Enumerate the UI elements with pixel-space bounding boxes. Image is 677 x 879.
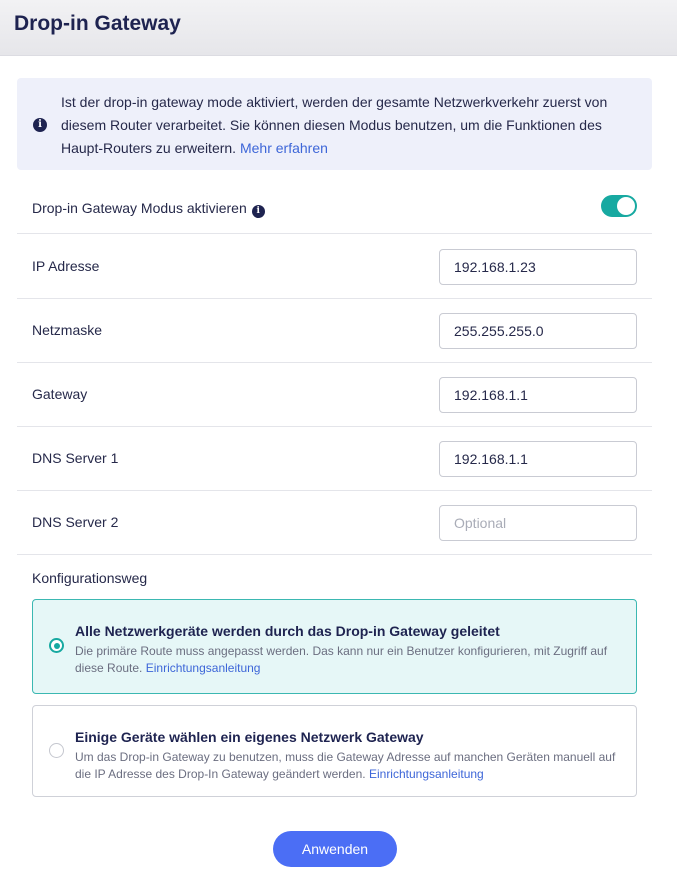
info-banner bbox=[17, 78, 652, 170]
radio-some-devices[interactable] bbox=[49, 743, 64, 758]
info-icon: i bbox=[33, 118, 47, 132]
drop-in-mode-label-text: Drop-in Gateway Modus aktivieren bbox=[32, 200, 247, 216]
toggle-knob bbox=[617, 197, 635, 215]
help-icon[interactable]: i bbox=[252, 205, 265, 218]
option-all-devices-desc bbox=[75, 643, 625, 676]
option-all-devices-desc-text: Die primäre Route muss angepasst werden. Das kann nur ein Benutzer konfigurieren, mit Zugriff auf diese Route. bbox=[75, 644, 608, 675]
apply-button[interactable]: Anwenden bbox=[273, 831, 397, 867]
dns-server-2-label: DNS Server 2 bbox=[32, 514, 119, 530]
dns-server-2-input[interactable] bbox=[439, 505, 637, 541]
page-title: Drop-in Gateway bbox=[14, 12, 181, 35]
setup-guide-link[interactable]: Einrichtungsanleitung bbox=[368, 766, 484, 781]
drop-in-mode-label bbox=[32, 200, 265, 218]
setup-guide-link[interactable]: Einrichtungsanleitung bbox=[145, 660, 261, 675]
dns-server-2-row bbox=[17, 491, 652, 555]
ip-address-row bbox=[17, 235, 652, 299]
gateway-input[interactable] bbox=[439, 377, 637, 413]
option-all-devices-title: Alle Netzwerkgeräte werden durch das Drop-in Gateway geleitet bbox=[75, 623, 500, 639]
option-some-devices-desc-text: Um das Drop-in Gateway zu benutzen, muss die Gateway Adresse auf manchen Geräten manuell auf die IP Adresse des Drop-In Gateway geändert werden. bbox=[75, 750, 616, 781]
info-message: Ist der drop-in gateway mode aktiviert, werden der gesamte Netzwerkverkehr zuerst von diesem Router verarbeitet. Sie können diesen Modus benutzen, um die Funktionen des Haupt-Routers zu erweitern. bbox=[61, 94, 608, 156]
option-some-devices-title: Einige Geräte wählen ein eigenes Netzwerk Gateway bbox=[75, 729, 424, 745]
option-all-devices[interactable] bbox=[32, 599, 637, 694]
option-some-devices-desc bbox=[75, 749, 625, 782]
dns-server-1-input[interactable] bbox=[439, 441, 637, 477]
drop-in-mode-toggle[interactable] bbox=[601, 195, 637, 217]
info-text bbox=[61, 91, 641, 160]
netmask-input[interactable] bbox=[439, 313, 637, 349]
config-method-label: Konfigurationsweg bbox=[32, 570, 148, 586]
radio-all-devices[interactable] bbox=[49, 638, 64, 653]
learn-more-link[interactable]: Mehr erfahren bbox=[239, 140, 328, 156]
page-header bbox=[0, 0, 677, 56]
gateway-row bbox=[17, 363, 652, 427]
dns-server-1-row bbox=[17, 427, 652, 491]
dns-server-1-label: DNS Server 1 bbox=[32, 450, 119, 466]
option-some-devices[interactable] bbox=[32, 705, 637, 797]
netmask-label: Netzmaske bbox=[32, 322, 103, 338]
gateway-label: Gateway bbox=[32, 386, 88, 402]
drop-in-mode-row bbox=[17, 170, 652, 234]
ip-address-label: IP Adresse bbox=[32, 258, 100, 274]
ip-address-input[interactable] bbox=[439, 249, 637, 285]
netmask-row bbox=[17, 299, 652, 363]
